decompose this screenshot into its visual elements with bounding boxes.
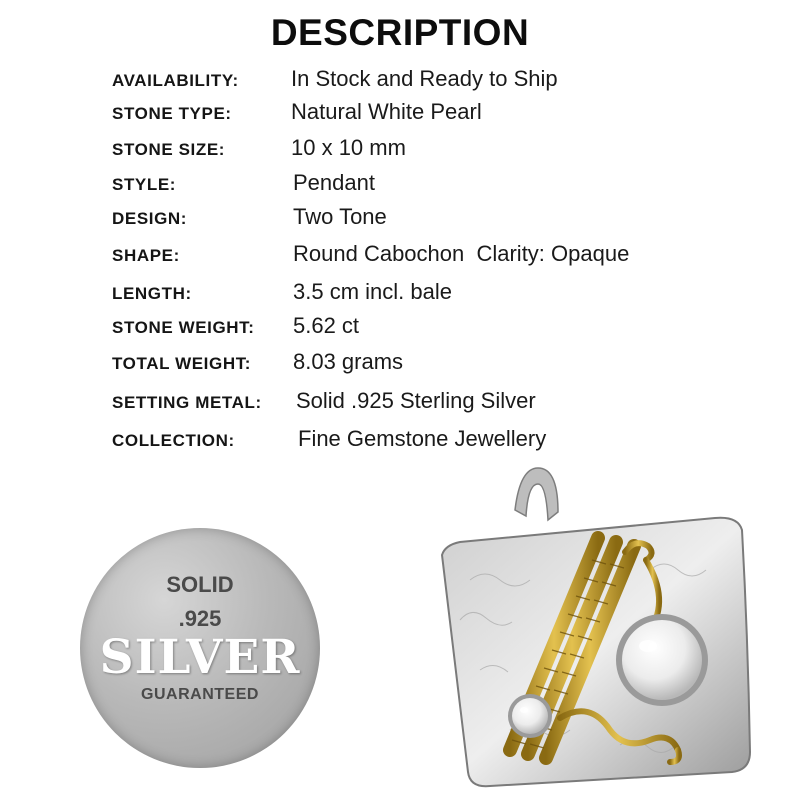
spec-label: STONE WEIGHT: (112, 318, 255, 337)
spec-value: 10 x 10 mm (291, 135, 406, 160)
spec-value: Natural White Pearl (291, 99, 482, 124)
spec-label: COLLECTION: (112, 431, 235, 450)
spec-row-length (0, 277, 800, 311)
spec-row-style (0, 168, 800, 202)
spec-row-shape (0, 239, 800, 273)
spec-value: 8.03 grams (293, 349, 404, 374)
pendant-illustration (420, 460, 780, 790)
page-title: DESCRIPTION (270, 12, 530, 53)
badge-guaranteed-text: GUARANTEED (141, 686, 259, 703)
spec-label: SHAPE: (112, 246, 180, 265)
spec-label: TOTAL WEIGHT: (112, 354, 252, 373)
spec-row-stone-size (0, 133, 800, 167)
spec-label: AVAILABILITY: (112, 71, 239, 90)
pendant-product-image (420, 460, 780, 790)
spec-row-stone-weight (0, 311, 800, 345)
spec-label: STONE TYPE: (112, 104, 232, 123)
spec-row-total-weight (0, 347, 800, 381)
spec-value: Round Cabochon Clarity: Opaque (293, 241, 630, 266)
spec-row-stone-type (0, 97, 800, 131)
spec-value: Pendant (293, 170, 375, 195)
badge-purity-text: .925 (178, 606, 222, 631)
silver-guarantee-badge (80, 528, 320, 768)
spec-value: 5.62 ct (293, 313, 360, 338)
spec-value: 3.5 cm incl. bale (293, 279, 452, 304)
spec-value: Two Tone (293, 204, 387, 229)
spec-label: DESIGN: (112, 209, 188, 228)
spec-value: Fine Gemstone Jewellery (298, 426, 547, 451)
spec-label: STYLE: (112, 175, 177, 194)
spec-row-setting-metal (0, 386, 800, 420)
spec-value: In Stock and Ready to Ship (291, 66, 558, 91)
spec-label: SETTING METAL: (112, 393, 262, 412)
spec-label: LENGTH: (112, 284, 192, 303)
spec-label: STONE SIZE: (112, 140, 226, 159)
badge-silver-text: SILVER (99, 630, 301, 685)
spec-row-availability (0, 64, 800, 98)
badge-solid-text: SOLID (166, 572, 234, 597)
spec-row-design (0, 202, 800, 236)
spec-row-collection (0, 424, 800, 458)
spec-value: Solid .925 Sterling Silver (296, 388, 536, 413)
